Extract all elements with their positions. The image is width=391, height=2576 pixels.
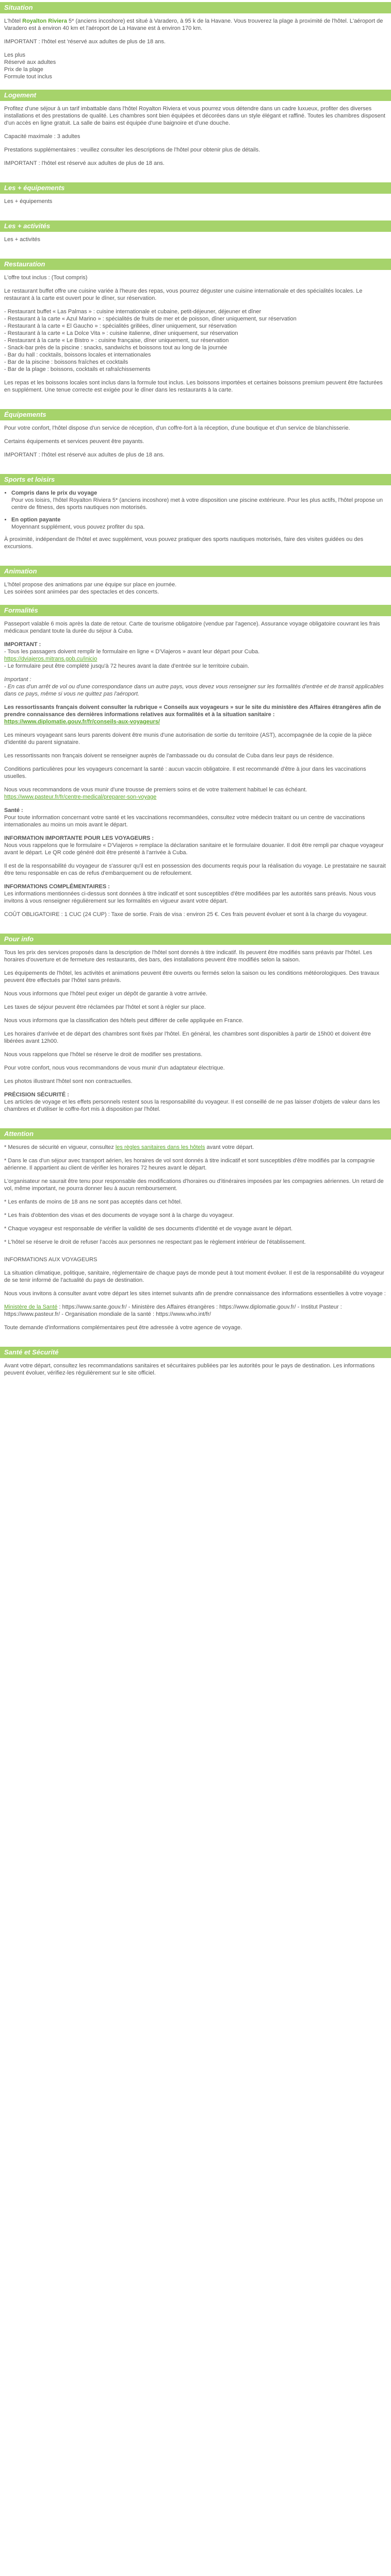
formalites-line: - Le formulaire peut être complété jusqu'à 72 heures avant la date d'entrée sur le territoire cubain. — [4, 663, 250, 669]
formalites-sante-text: Pour toute information concernant votre santé et les vaccinations recommandées, consultez votre médecin traitant ou un centre de vaccinations internationales au moins un mois avant le départ. — [4, 815, 365, 828]
pour-info-classification: Nous vous informons que la classification des hôtels peut différer de celle appliquée en France. — [4, 1018, 243, 1024]
formalites-important-label: IMPORTANT : — [4, 641, 41, 648]
sports-included — [11, 489, 387, 511]
formalites-health-conditions: Conditions particulières pour les voyageurs concernant la santé : aucun vaccin obligatoire. Il est recommandé d'être à jour dans les vaccinations usuelles. — [4, 766, 366, 779]
restauration-intro: L'offre tout inclus : (Tout compris) — [4, 275, 88, 281]
highlight-item: Prix de la plage — [4, 66, 43, 73]
animation-line: Les soirées sont animées par des spectacles et des concerts. — [4, 589, 159, 595]
diplomatie-link[interactable]: https://www.diplomatie.gouv.fr/fr/conseils-aux-voyageurs/ — [4, 719, 160, 725]
pour-info-security-text: Les articles de voyage et les effets personnels restent sous la responsabilité du voyageur. Il est conseillé de ne pas laisser d'objets de valeur dans les chambres et d'utiliser le coffre-fort mis à disposition par l'hôtel. — [4, 1099, 380, 1112]
pour-info-checkin: Les horaires d'arrivée et de départ des chambres sont fixés par l'hôtel. En général, les chambres sont disponibles à partir de 15h00 et doivent être libérées avant 12h00. — [4, 1031, 371, 1044]
pour-info-heading: Pour info — [0, 934, 391, 945]
ministere-sante-link[interactable]: Ministère de la Santé — [4, 1304, 58, 1310]
pour-info-deposit: Nous vous informons que l'hôtel peut exiger un dépôt de garantie à votre arrivée. — [4, 991, 208, 997]
pour-info-prices: Tous les prix des services proposés dans la description de l'hôtel sont donnés à titre indicatif. Ils peuvent être modifiés sans préavis par l'hôtel. Les horaires d'ouverture et de fermeture des restaurants, des bars, des installations peuvent être modifiés selon la saison. — [4, 950, 372, 963]
formalites-transit: - En cas d'un arrêt de vol ou d'une correspondance dans un autre pays, vous devez vous renseigner sur les formalités d'entrée et de transit applicables dans ce pays, même si vous ne quittez pas l'aéroport. — [4, 684, 384, 697]
voyageurs-contact: Toute demande d'informations complémentaires peut être adressée à votre agence de voyage. — [4, 1325, 242, 1331]
animation-section — [0, 566, 391, 603]
formalites-info-text: Nous vous rappelons que le formulaire « D'Viajeros » remplace la déclaration sanitaire et le formulaire douanier. Il doit être rempli par chaque voyageur avant le départ. Le QR code généré doit être présenté à l'arrivée à Cuba. — [4, 842, 384, 856]
formalites-important-2: Important : — [4, 676, 31, 683]
formalites-non-french: Les ressortissants non français doivent se renseigner auprès de l'ambassade ou du consulat de Cuba dans leur pays de résidence. — [4, 753, 334, 759]
restaurant-item: - Bar de la plage : boissons, cocktails et rafraîchissements — [4, 366, 151, 372]
pour-info-security-label: PRÉCISION SÉCURITÉ : — [4, 1092, 69, 1098]
sante-heading: Santé et Sécurité — [0, 1347, 391, 1358]
plus-activites-heading: Les + activités — [0, 221, 391, 232]
plus-equipements-text: Les + équipements — [4, 198, 53, 205]
formalites-section — [0, 605, 391, 931]
sports-optional-title: En option payante — [11, 517, 61, 523]
voyageurs-situation: La situation climatique, politique, sanitaire, réglementaire de chaque pays de monde peut à tout moment évoluer. Il est de la responsabilité du voyageur de se tenir informé de l'actualité du pays de destination. — [4, 1270, 384, 1283]
attention-flights: * Dans le cas d'un séjour avec transport aérien, les horaires de vol sont donnés à titre indicatif et sont susceptibles d'être modifiés par la compagnie aérienne. Il appartient au client de vérifier les horaires 72 heures avant le départ. — [4, 1158, 375, 1171]
logement-important: IMPORTANT : l'hôtel est réservé aux adultes de plus de 18 ans. — [4, 160, 165, 166]
restauration-heading: Restauration — [0, 259, 391, 270]
sports-included-body: Pour vos loisirs, l'hôtel Royalton Riviera 5* (anciens incoshore) met à votre disposition une piscine extérieure. Pour les plus actifs, l'hôtel propose un centre de fitness, des sports nautiques non motorisés. — [11, 497, 383, 511]
restaurant-item: - Bar du hall : cocktails, boissons locales et internationales — [4, 352, 151, 358]
pour-info-taxes: Les taxes de séjour peuvent être réclamées par l'hôtel et sont à régler sur place. — [4, 1004, 206, 1010]
formalites-dviajeros — [4, 648, 387, 670]
formalites-heading: Formalités — [0, 605, 391, 616]
formalites-first-aid: Nous vous recommandons de vous munir d'une trousse de premiers soins et de votre traitement habituel le cas échéant. — [4, 787, 307, 793]
situation-section — [0, 2, 391, 88]
formalites-cost: COÛT OBLIGATOIRE : 1 CUC (24 CUP) : Taxe de sortie. Frais de visa : environ 25 €. Ces frais peuvent évoluer et sont à la charge du voyageur. — [4, 911, 368, 918]
plus-activites-text: Les + activités — [4, 236, 41, 243]
equipements-heading: Équipements — [0, 409, 391, 420]
formalites-info-label: INFORMATION IMPORTANTE POUR LES VOYAGEURS : — [4, 835, 154, 841]
restaurant-item: - Restaurant buffet « Las Palmas » : cuisine internationale et cubaine, petit-déjeuner, déjeuner et dîner — [4, 309, 262, 315]
pasteur-link[interactable]: https://www.pasteur.fr/fr/centre-medical/preparer-son-voyage — [4, 794, 157, 800]
voyageurs-sites: Nous vous invitons à consulter avant votre départ les sites internet suivants afin de prendre connaissance des informations essentielles à votre voyage : — [4, 1291, 386, 1297]
equipements-description: Pour votre confort, l'hôtel dispose d'un service de réception, d'un coffre-fort à la réception, d'une boutique et d'un service de blanchisserie. — [4, 425, 350, 431]
attention-heading: Attention — [0, 1128, 391, 1140]
pour-info-facilities: Les équipements de l'hôtel, les activités et animations peuvent être ouverts ou fermés selon la saison ou les conditions météorologiques. Des travaux peuvent être effectués par l'hôtel sans préavis. — [4, 970, 380, 984]
restaurant-item: - Snack-bar près de la piscine : snacks, sandwichs et boissons tout au long de la journée — [4, 345, 227, 351]
restaurant-item: - Restaurant à la carte « La Dolce Vita » : cuisine italienne, dîner uniquement, sur réservation — [4, 330, 238, 336]
attention-section — [0, 1128, 391, 1345]
formalites-extra-text: Les informations mentionnées ci-dessus sont données à titre indicatif et sont susceptibles d'être modifiées par les autorités sans préavis. Nous vous invitons à vous renseigner régulièrement sur les formalités en vigueur avant votre départ. — [4, 891, 376, 904]
situation-heading: Situation — [0, 2, 391, 13]
pour-info-adapter: Pour votre confort, nous vous recommandons de vous munir d'un adaptateur électrique. — [4, 1065, 225, 1071]
voyageurs-links: Ministère de la Santé : https://www.sante.gouv.fr/ - Ministère des Affaires étrangères : https://www.diplomatie.gouv.fr/ - Institut Pasteur : https://www.pasteur.fr/ - Organisation mondiale de la santé : https://www.who.int/fr/ — [4, 1304, 342, 1317]
formalites-sante-label: Santé : — [4, 807, 23, 814]
restaurant-item: - Restaurant à la carte « Le Bistro » : cuisine française, dîner uniquement, sur réservation — [4, 337, 229, 344]
plus-equipements-section — [0, 182, 391, 218]
formalites-line: - Tous les passagers doivent remplir le formulaire en ligne « D'Viajeros » avant leur départ pour Cuba. — [4, 649, 260, 655]
equipements-note: Certains équipements et services peuvent être payants. — [4, 438, 144, 445]
logement-capacity: Capacité maximale : 3 adultes — [4, 133, 80, 140]
attention-rules: * L'hôtel se réserve le droit de refuser l'accès aux personnes ne respectant pas le règlement intérieur de l'établissement. — [4, 1239, 306, 1245]
formalites-extra-label: INFORMATIONS COMPLÉMENTAIRES : — [4, 884, 110, 890]
restaurant-item: - Restaurant à la carte « Azul Marino » : spécialités de fruits de mer et de poisson, dîner uniquement, sur réservation — [4, 316, 297, 322]
highlights-list — [4, 52, 387, 80]
attention-organizer: L'organisateur ne saurait être tenu pour responsable des modifications d'horaires ou d'itinéraires imposées par les compagnies aériennes. Un retard de vol, même important, ne pourra donner lieu à aucun remboursement. — [4, 1178, 384, 1192]
pour-info-photos: Les photos illustrant l'hôtel sont non contractuelles. — [4, 1078, 133, 1084]
attention-children: * Les enfants de moins de 18 ans ne sont pas acceptés dans cet hôtel. — [4, 1199, 182, 1205]
formalites-responsibility: Il est de la responsabilité du voyageur de s'assurer qu'il est en possession des documents requis pour la réalisation du voyage. Le prestataire ne saurait être tenu responsable en cas de refus d'embarquement ou de refoulement. — [4, 863, 386, 876]
logement-heading: Logement — [0, 90, 391, 101]
sanitary-rules-link[interactable]: les règles sanitaires dans les hôtels — [115, 1144, 205, 1150]
logement-section — [0, 90, 391, 180]
sports-optional-body: Moyennant supplément, vous pouvez profiter du spa. — [11, 524, 145, 530]
equipements-important: IMPORTANT : l'hôtel est réservé aux adultes de plus de 18 ans. — [4, 452, 165, 458]
restauration-note: Les repas et les boissons locales sont inclus dans la formule tout inclus. Les boissons importées et certaines boissons premium peuvent être facturées en supplément. Une tenue correcte est exigée pour le dîner dans les restaurants à la carte. — [4, 380, 383, 393]
formalites-passport: Passeport valable 6 mois après la date de retour. Carte de tourisme obligatoire (vendue par l'agence). Assurance voyage obligatoire couvrant les frais médicaux pendant toute la durée du séjour à Cuba. — [4, 621, 380, 634]
highlight-item: Formule tout inclus — [4, 74, 52, 80]
logement-extras: Prestations supplémentaires : veuillez consulter les descriptions de l'hôtel pour obtenir plus de détails. — [4, 147, 260, 153]
logement-description: Profitez d'une séjour à un tarif imbattable dans l'hôtel Royalton Riviera et vous pourrez vous détendre dans un cadre luxueux, profiter des diverses installations et des prestations de qualité. Les chambres sont bien équipées et décorées dans un style élégant et raffiné. Toutes les chambres disposent d'un accès en ligne gratuit. La salle de bains est équipée d'une baignoire et d'une douche. — [4, 106, 385, 126]
restauration-description: Le restaurant buffet offre une cuisine variée à l'heure des repas, vous pourrez déguster une cuisine internationale et des spécialités locales. Le restaurant à la carte est ouvert pour le dîner, sur réservation. — [4, 288, 363, 301]
spacer — [4, 1252, 387, 1256]
sports-list — [4, 489, 387, 531]
voyageurs-label: INFORMATIONS AUX VOYAGEURS — [4, 1257, 97, 1263]
situation-intro: L'hôtel Royalton Riviera 5* (anciens incoshore) est situé à Varadero, à 95 k de la Havane. Vous trouverez la plage à proximité de l'hôtel. L'aéroport de Varadero est à environ 40 km et l'aéroport de La Havane est à environ 170 km. — [4, 18, 383, 31]
sports-heading: Sports et loisirs — [0, 474, 391, 485]
sante-text: Avant votre départ, consultez les recommandations sanitaires et sécuritaires publiées par les autorités pour le pays de destination. Les informations peuvent évoluer, vérifiez-les régulièrement sur le site officiel. — [4, 1363, 375, 1376]
formalites-conseils: Les ressortissants français doivent consulter la rubrique « Conseils aux voyageurs » sur le site du ministère des Affaires étrangères afin de prendre connaissance des dernières informations relatives aux formalités et à la situation sanitaire : — [4, 704, 381, 718]
attention-sanitary: * Mesures de sécurité en vigueur, consultez les règles sanitaires dans les hôtels avant votre départ. — [4, 1144, 254, 1150]
sante-section — [0, 1347, 391, 1390]
situation-important: IMPORTANT : l'hôtel est 'réservé aux adultes de plus de 18 ans. — [4, 39, 166, 45]
attention-documents: * Chaque voyageur est responsable de vérifier la validité de ses documents d'identité et de voyage avant le départ. — [4, 1226, 293, 1232]
restaurant-list — [4, 308, 387, 373]
animation-text — [4, 581, 387, 596]
hotel-name: Royalton Riviera — [22, 18, 67, 24]
animation-line: L'hôtel propose des animations par une équipe sur place en journée. — [4, 582, 177, 588]
formalites-minors: Les mineurs voyageant sans leurs parents doivent être munis d'une autorisation de sortie du territoire (AST), accompagnée de la copie de la pièce d'identité du parent signataire. — [4, 732, 372, 745]
highlight-item: Réservé aux adultes — [4, 59, 56, 65]
highlight-item: Les plus — [4, 52, 25, 58]
restaurant-item: - Bar de la piscine : boissons fraîches et cocktails — [4, 359, 128, 365]
attention-visa: * Les frais d'obtention des visas et des documents de voyage sont à la charge du voyageur. — [4, 1212, 234, 1218]
animation-heading: Animation — [0, 566, 391, 577]
sports-included-title: Compris dans le prix du voyage — [11, 490, 97, 496]
pour-info-rights: Nous vous rappelons que l'hôtel se réserve le droit de modifier ses prestations. — [4, 1052, 203, 1058]
restaurant-item: - Restaurant à la carte « El Gaucho » : spécialités grillées, dîner uniquement, sur réservation — [4, 323, 237, 329]
plus-equipements-heading: Les + équipements — [0, 182, 391, 194]
plus-activites-section — [0, 221, 391, 257]
pour-info-section — [0, 934, 391, 1126]
dviajeros-link[interactable]: https://dviajeros.mitrans.gob.cu/inicio — [4, 656, 97, 662]
sports-nearby: À proximité, indépendant de l'hôtel et avec supplément, vous pouvez pratiquer des sports nautiques motorisés, faire des visites guidées ou des excursions. — [4, 536, 364, 550]
sports-optional — [11, 516, 387, 531]
equipements-section — [0, 409, 391, 472]
sports-section — [0, 474, 391, 564]
restauration-section — [0, 259, 391, 407]
